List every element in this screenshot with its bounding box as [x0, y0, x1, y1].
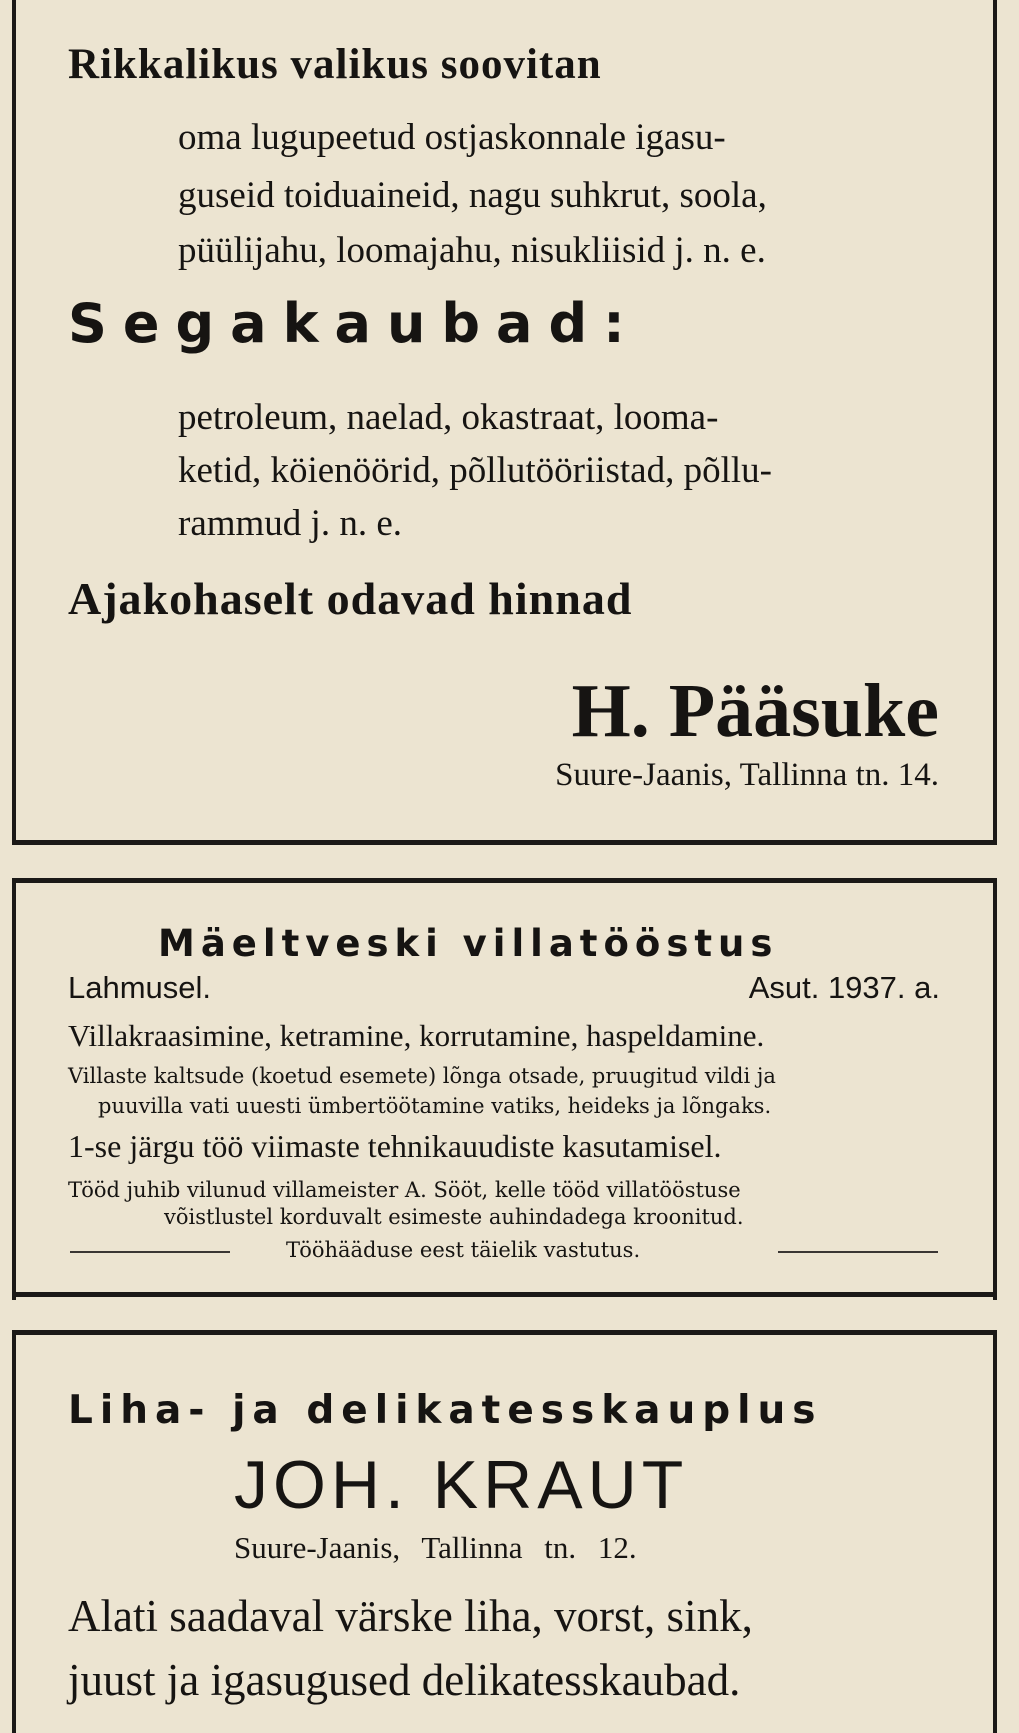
ad-villatoostus-title: Mäeltveski villatööstus [158, 922, 779, 965]
ad-paasuke-address: Suure-Jaanis, Tallinna tn. 14. [555, 757, 939, 793]
ad-villatoostus-quality: 1-se järgu töö viimaste tehnikauudiste kasutamisel. [68, 1128, 722, 1164]
ad-villatoostus-master-line: võistlustel korduvalt esimeste auhindadega kroonitud. [164, 1205, 744, 1229]
ad-villatoostus-desc-line: puuvilla vati uuesti ümbertöötamine vatiks, heideks ja lõngaks. [98, 1094, 772, 1118]
ad-paasuke-heading: Rikkalikus valikus soovitan [68, 41, 602, 88]
ad-villatoostus-guarantee: Tööhääduse eest täielik vastutus. [286, 1238, 641, 1262]
ad-paasuke-goods-line: petroleum, naelad, okastraat, looma- [178, 397, 719, 438]
ad-villatoostus-founded: Asut. 1937. a. [748, 970, 940, 1005]
ad-villatoostus-left-rule [70, 1251, 230, 1253]
ad-paasuke-name: H. Pääsuke [571, 669, 939, 753]
ad-villatoostus-desc-line: Villaste kaltsude (koetud esemete) lõnga otsade, pruugitud vildi ja [68, 1064, 776, 1088]
ad-kraut-address: Suure-Jaanis, Tallinna tn. 12. [234, 1530, 637, 1565]
ad-villatoostus-place-row [68, 970, 940, 1006]
ad-paasuke-subheading: Segakaubad: [68, 292, 641, 355]
ad-kraut-body-line: Alati saadaval värske liha, vorst, sink, [68, 1591, 753, 1641]
ad-villatoostus-bottom-rule [12, 1292, 997, 1297]
ad-villatoostus-services: Villakraasimine, ketramine, korrutamine, haspeldamine. [68, 1018, 765, 1053]
ad-villatoostus-master-line: Tööd juhib vilunud villameister A. Sööt, kelle tööd villatööstuse [68, 1178, 741, 1202]
ad-kraut-name: JOH. KRAUT [234, 1447, 689, 1523]
ad-paasuke-prices: Ajakohaselt odavad hinnad [68, 573, 633, 624]
ad-paasuke-goods-line: rammud j. n. e. [178, 503, 403, 544]
ad-paasuke-body-line: püülijahu, loomajahu, nisukliisid j. n. e. [178, 230, 766, 271]
ad-paasuke-body-line: oma lugupeetud ostjaskonnale igasu- [178, 117, 726, 158]
ad-villatoostus-place: Lahmusel. [68, 970, 212, 1005]
ad-paasuke-bottom-rule [12, 840, 997, 845]
ad-paasuke-goods-line: ketid, köienöörid, põllutööriistad, põllu- [178, 450, 772, 491]
ad-villatoostus-right-rule [778, 1251, 938, 1253]
ad-kraut-body-line: juust ja igasugused delikatesskaubad. [68, 1655, 741, 1705]
ad-kraut-title: Liha- ja delikatesskauplus [68, 1388, 823, 1433]
ad-paasuke-body-line: guseid toiduaineid, nagu suhkrut, soola, [178, 175, 767, 216]
